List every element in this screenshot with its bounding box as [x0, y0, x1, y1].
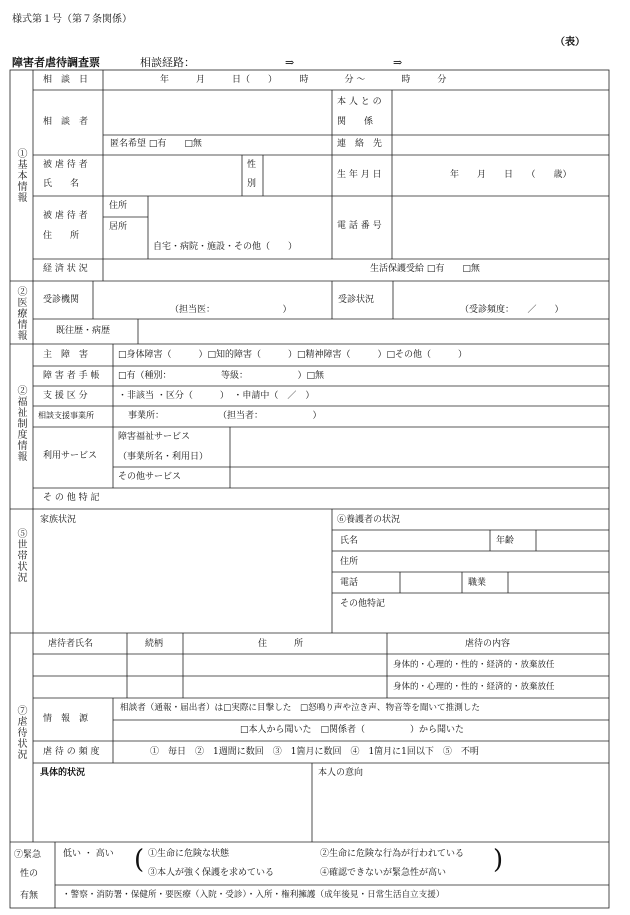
support-level-label: 支 援 区 分: [43, 391, 88, 401]
guardian-other-label: その他特記: [340, 599, 386, 609]
sex-label-1: 性: [247, 160, 257, 170]
right-brace-icon: ): [493, 845, 504, 875]
section-household: ⑤世帯状況: [15, 528, 26, 583]
guardian-status-title: ⑥養護者の状況: [337, 515, 401, 525]
victim-name-label-1: 被 虐 待 者: [43, 160, 88, 170]
phone-label: 電 話 番 号: [337, 221, 382, 231]
history-label: 既往歴・病歴: [56, 326, 111, 336]
guardian-age-label: 年齢: [496, 536, 515, 546]
doctor-field[interactable]: （担当医： ）: [170, 305, 292, 315]
abuse-content-header: 虐待の内容: [465, 639, 511, 649]
address-label: 住所: [109, 201, 128, 211]
consult-date-fields[interactable]: 年 月 日（ ） 時 分 〜 時 分: [160, 75, 447, 85]
support-office-fields[interactable]: 事業所： （担当者： ）: [128, 411, 322, 421]
sex-label-2: 別: [247, 179, 257, 189]
residence-kinds[interactable]: 自宅・病院・施設・その他（ ）: [153, 242, 298, 252]
abuse-frequency-label: 虐 待 の 頻 度: [43, 747, 100, 757]
urgency-criterion-3[interactable]: ③本人が強く保護を求めている: [148, 868, 275, 878]
info-source-label: 情 報 源: [43, 714, 89, 724]
contact-label: 連 絡 先: [337, 139, 383, 149]
guardian-name-label: 氏名: [340, 536, 359, 546]
form-number: 様式第１号（第７条関係）: [12, 14, 132, 25]
section-medical-info: ②医療情報: [15, 286, 26, 341]
urgency-actions[interactable]: ・警察・消防署・保健所・要医療（入院・受診）・入所・権利擁護（成年後見・日常生活自立支援）: [62, 890, 445, 900]
welfare-option[interactable]: 生活保護受給 □有 □無: [370, 264, 480, 274]
visit-frequency-field[interactable]: （受診頻度： ／ ）: [460, 305, 564, 315]
person-intent-label: 本人の意向: [318, 768, 364, 778]
other-service-label: その他サービス: [118, 472, 182, 482]
support-office-label: 相談支援事業所: [38, 411, 94, 420]
visit-status-label: 受診状況: [338, 295, 375, 305]
guardian-address-label: 住所: [340, 557, 359, 567]
route-arrow-1: ⇒: [285, 56, 295, 69]
guardian-job-label: 職業: [468, 578, 487, 588]
info-source-options-2[interactable]: □本人から聞いた □関係者（ ）から聞いた: [240, 725, 465, 735]
notebook-label: 障 害 者 手 帳: [43, 371, 100, 381]
urgency-criterion-1[interactable]: ①生命に危険な状態: [148, 849, 230, 859]
address-header: 住 所: [258, 639, 304, 649]
form-title: 障害者虐待調査票: [12, 56, 100, 69]
urgency-level[interactable]: 低い ・ 高い: [63, 849, 114, 859]
relation-header: 続柄: [145, 639, 164, 649]
family-status-label: 家族状況: [40, 515, 77, 525]
disability-label: 主 障 害: [43, 350, 89, 360]
consult-date-label: 相 談 日: [43, 75, 89, 85]
abuse-content-options-2[interactable]: 身体的・心理的・性的・経済的・放棄放任: [393, 682, 555, 692]
page-side-label: （表）: [555, 37, 585, 48]
abuse-frequency-options[interactable]: ① 毎日 ② 1週間に数回 ③ 1箇月に数回 ④ 1箇月に1回以下 ⑤ 不明: [150, 747, 479, 757]
residence-label: 居所: [109, 222, 128, 232]
welfare-service-label: 障害福祉サービス: [118, 432, 191, 442]
guardian-phone-label: 電話: [340, 578, 359, 588]
section-welfare-info: ②福祉制度情報: [15, 385, 26, 462]
urgency-criterion-4[interactable]: ④確認できないが緊急性が高い: [320, 868, 447, 878]
section-urgency-3: 有無: [20, 891, 39, 901]
notebook-options[interactable]: □有（種別： 等級： ）□無: [118, 371, 325, 381]
other-notes-label: そ の 他 特 記: [43, 493, 100, 503]
specific-situation-label: 具体的状況: [40, 768, 86, 778]
abuser-name-header: 虐待者氏名: [48, 639, 94, 649]
section-basic-info: ①基本情報: [15, 148, 26, 203]
birthdate-fields[interactable]: 年 月 日 （ 歳）: [450, 170, 572, 180]
route-label: 相談経路：: [140, 56, 195, 69]
consultant-label: 相 談 者: [43, 117, 89, 127]
urgency-criterion-2[interactable]: ②生命に危険な行為が行われている: [320, 849, 465, 859]
section-urgency-2: 性の: [20, 869, 39, 879]
relation-label-1: 本 人 と の: [337, 97, 382, 107]
victim-name-label-2: 氏 名: [43, 179, 80, 189]
service-label: 利用サービス: [43, 451, 98, 461]
victim-address-label-2: 住 所: [43, 231, 80, 241]
clinic-label: 受診機関: [43, 295, 80, 305]
economic-label: 経 済 状 況: [43, 264, 88, 274]
anonymous-option[interactable]: 匿名希望 □有 □無: [110, 139, 202, 149]
victim-address-label-1: 被 虐 待 者: [43, 211, 88, 221]
route-arrow-2: ⇒: [393, 56, 403, 69]
left-brace-icon: (: [134, 845, 145, 875]
disability-options[interactable]: □身体障害（ ）□知的障害（ ）□精神障害（ ）□その他（ ）: [118, 350, 468, 360]
section-urgency-1: ⑦緊急: [14, 850, 42, 860]
support-level-options[interactable]: ・非該当 ・区分（ ） ・申請中（ ／ ）: [118, 391, 315, 401]
birthdate-label: 生 年 月 日: [337, 170, 382, 180]
relation-label-2: 関 係: [337, 117, 374, 127]
welfare-service-note: （事業所名・利用日）: [118, 452, 209, 462]
section-abuse-status: ⑦虐待状況: [15, 705, 26, 760]
abuse-content-options-1[interactable]: 身体的・心理的・性的・経済的・放棄放任: [393, 660, 555, 670]
info-source-options-1[interactable]: 相談者（通報・届出者）は□実際に目撃した □怒鳴り声や泣き声、物音等を聞いて推測した: [120, 703, 480, 713]
